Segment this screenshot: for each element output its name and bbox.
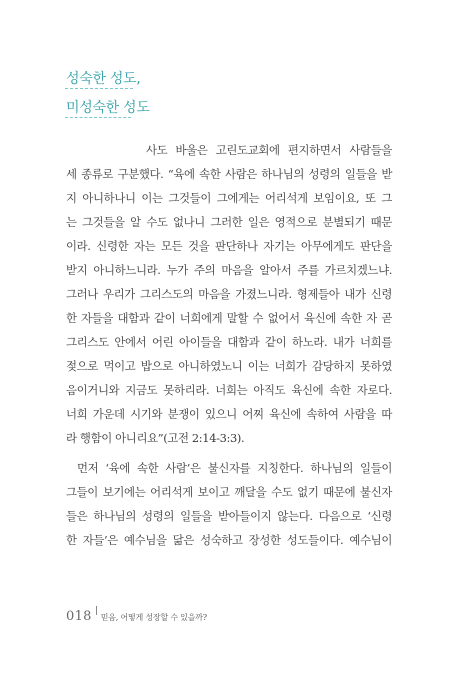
paragraph-line: 그들이 보기에는 어리석게 보이고 깨달을 수도 없기 때문에 불신자: [66, 485, 392, 499]
paragraph-line: 들은 하나님의 성령의 일들을 받아들이지 않는다. 다음으로 ‘신령: [66, 509, 392, 523]
paragraph-line: 음이거니와 지금도 못하리라. 너희는 아직도 육신에 속한 자로다.: [66, 383, 392, 397]
paragraph-line: 받지 아니하느니라. 누가 주의 마음을 알아서 주를 가르치겠느냐.: [66, 263, 392, 277]
heading-line-2: 미성숙한 성도: [66, 100, 150, 116]
paragraph-line: 이라. 신령한 자는 모든 것을 판단하나 자기는 아무에게도 판단을: [66, 239, 392, 253]
running-title: 믿음, 어떻게 성장할 수 있을까?: [100, 613, 207, 622]
paragraph-line: 세 종류로 구분했다. “육에 속한 사람은 하나님의 성령의 일들을 받: [66, 167, 392, 181]
paragraph-line: 너희 가운데 시기와 분쟁이 있으니 어찌 육신에 속하여 사람을 따: [66, 407, 392, 421]
paragraph-line: 한 자들’은 예수님을 닮은 성숙하고 장성한 성도들이다. 예수님이: [66, 533, 392, 547]
paragraph-line: 그러나 우리가 그리스도의 마음을 가졌느니라. 형제들아 내가 신령: [66, 287, 392, 301]
paragraph-line: 그리스도 안에서 어린 아이들을 대함과 같이 하노라. 내가 너희를: [66, 335, 392, 349]
paragraph-line: 젖으로 먹이고 밥으로 아니하였노니 이는 너희가 감당하지 못하였: [66, 359, 392, 373]
heading-underline-2: [65, 117, 131, 118]
footer-divider: [96, 606, 97, 615]
page-number: 018: [66, 609, 92, 624]
paragraph-line: 라 행함이 아니리요”(고전 2:14-3:3).: [66, 431, 245, 445]
page-footer: [66, 605, 207, 624]
paragraph-line: 사도 바울은 고린도교회에 편지하면서 사람들을: [146, 143, 392, 157]
paragraph-line: 먼저 ‘육에 속한 사람’은 불신자를 지칭한다. 하나님의 일들이: [77, 461, 392, 475]
heading-line-1: 성숙한 성도,: [66, 71, 141, 87]
paragraph-line: 지 아니하나니 이는 그것들이 그에게는 어리석게 보임이요, 또 그: [66, 191, 392, 205]
paragraph-line: 는 그것들을 알 수도 없나니 그러한 일은 영적으로 분별되기 때문: [66, 215, 392, 229]
heading-underline-1: [65, 88, 133, 89]
paragraph-line: 한 자들을 대함과 같이 너희에게 말할 수 없어서 육신에 속한 자 곧: [66, 311, 392, 325]
